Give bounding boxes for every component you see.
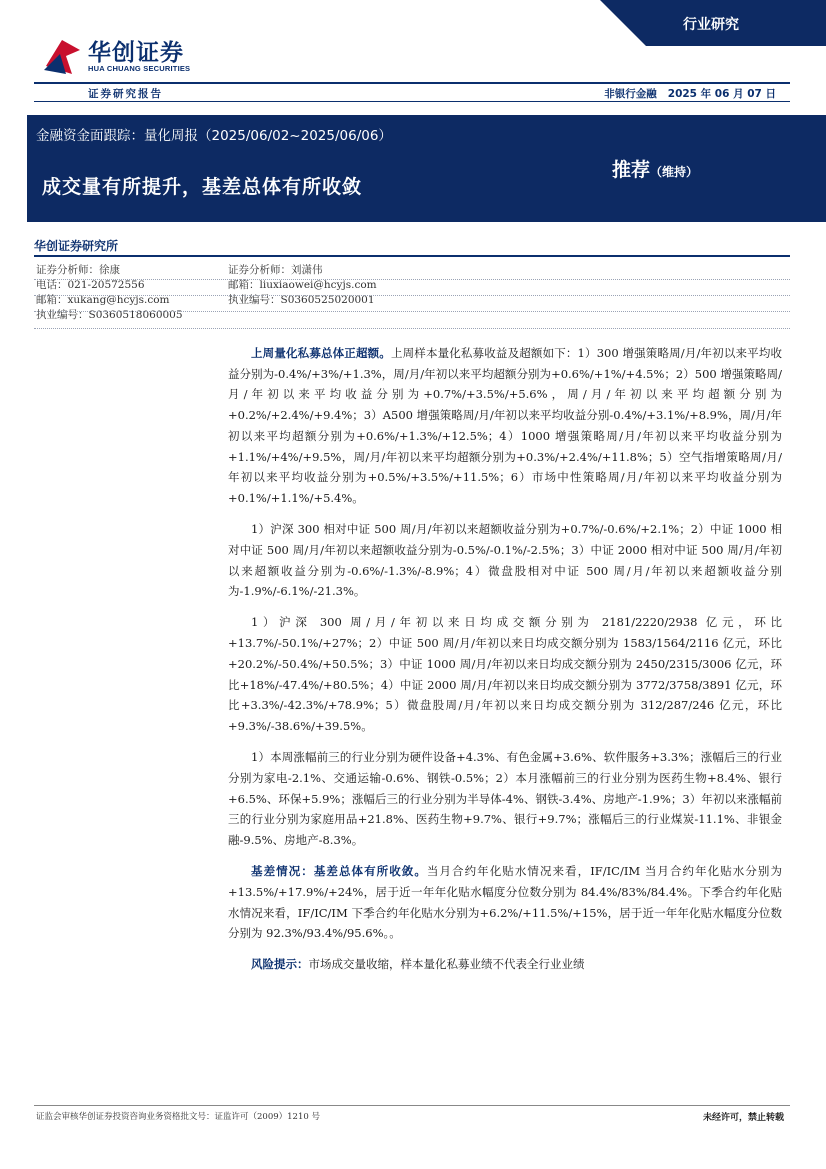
paragraph-text: 1）沪深 300 周/月/年初以来日均成交额分别为 2181/2220/2938 亿元，环比+13.7%/-50.1%/+27%；2）中证 500 周/月/年初以来日均成交额分别为 1583/1564/2116 亿元，环比+20.2%/-50.4%/+50.5%；3）中证 1000 周/月/年初以来日均成交额分别为 2450/2315/3006 亿元，环比+18%/-47.4%/+80.5%；4）中证 2000 周/月/年初以来日均成交额分别为 3772/3758/3891 亿元，环比+3.3%/-42.3%/+78.9%；5）微盘股周/月/年初以来日均成交额分别为 312/287/246 亿元，环比+9.3%/-38.6%/+39.5%。 xyxy=(228,615,782,733)
rating xyxy=(612,155,698,182)
analyst-license: 执业编号：S0360525020001 xyxy=(228,294,375,306)
report-title: 成交量有所提升，基差总体有所收敛 xyxy=(42,176,363,198)
logo-mark-icon xyxy=(42,36,84,78)
sector-label: 非银行金融 xyxy=(604,88,657,100)
paragraph-text: 1）本周涨幅前三的行业分别为硬件设备+4.3%、有色金属+3.6%、软件服务+3.3%；涨幅后三的行业分别为家电-2.1%、交通运输-0.6%、钢铁-0.5%；2）本月涨幅前三的行业分别为医药生物+8.4%、银行+6.5%、环保+5.9%；涨幅后三的行业分别为半导体-4%、钢铁-3.4%、房地产-1.9%；3）年初以来涨幅前三的行业分别为家庭用品+21.8%、医药生物+9.7%、银行+9.7%；涨幅后三的行业煤炭-11.1%、非银金融-9.5%、房地产-8.3%。 xyxy=(228,750,782,847)
paragraph-lead: 基差情况：基差总体有所收敛。 xyxy=(251,864,427,879)
paragraph-text: 上周样本量化私募收益及超额如下：1）300 增强策略周/月/年初以来平均收益分别为-0.4%/+3%/+1.3%，周/月/年初以来平均超额分别为+0.6%/+1%/+4.5%；2）500 增强策略周/月/年初以来平均收益分别为+0.7%/+3.5%/+5.6%，周/月/年初以来平均超额分别为+0.2%/+2.4%/+9.4%；3）A500 增强策略周/月/年初以来平均收益分别-0.4%/+3.1%/+8.9%，周/月/年初以来平均超额分别为+0.6%/+1.3%/+12.5%；4）1000 增强策略周/月/年初以来平均收益分别为+1.1%/+4%/+9.5%，周/月/年初以来平均超额分别为+0.3%/+2.4%/+11.8%；5）空气指增策略周/月/年初以来平均收益分别为+0.5%/+3.5%/+11.5%；6）市场中性策略周/月/年初以来平均收益分别为+0.1%/+1.1%/+5.4%。 xyxy=(228,346,782,505)
paragraph-private-funds xyxy=(228,343,782,509)
rating-value: 推荐 xyxy=(612,159,651,181)
banner-subtitle: 金融资金面跟踪：量化周报（2025/06/02~2025/06/06） xyxy=(36,128,392,144)
analyst-name: 证券分析师：徐康 xyxy=(36,264,120,276)
paragraph-turnover xyxy=(228,612,782,736)
paragraph-excess-returns xyxy=(228,519,782,602)
divider xyxy=(34,311,790,312)
paragraph-lead: 上周量化私募总体正超额。 xyxy=(251,346,391,360)
institute-name: 华创证券研究所 xyxy=(34,239,119,253)
logo-name-en: HUA CHUANG SECURITIES xyxy=(88,64,191,73)
category-tag: 行业研究 xyxy=(683,17,739,33)
paragraph-text: 1）沪深 300 相对中证 500 周/月/年初以来超额收益分别为+0.7%/-0.6%/+2.1%；2）中证 1000 相对中证 500 周/月/年初以来超额收益分别为-0.5%/-0.1%/-2.5%；3）中证 2000 相对中证 500 周/月/年初以来超额收益分别为-0.6%/-1.3%/-8.9%；4）微盘股相对中证 500 周/月/年初以来超额收益分别为-1.9%/-6.1%/-21.3%。 xyxy=(228,522,782,599)
footer-copyright: 未经许可，禁止转载 xyxy=(702,1113,784,1123)
company-logo xyxy=(42,34,202,80)
report-type: 证券研究报告 xyxy=(88,88,163,100)
header-rule xyxy=(34,82,790,84)
logo-name-cn: 华创证券 xyxy=(88,40,184,66)
rating-note: （维持） xyxy=(650,165,699,179)
header-subrule xyxy=(34,101,790,102)
paragraph-basis xyxy=(228,861,782,944)
footer-rule xyxy=(34,1105,790,1106)
divider xyxy=(34,328,790,329)
paragraph-risk xyxy=(228,954,782,975)
analyst-block-2 xyxy=(228,263,377,308)
paragraph-lead: 风险提示： xyxy=(251,957,309,972)
report-date: 2025 年 06 月 07 日 xyxy=(667,88,776,100)
analyst-name: 证券分析师：刘潇伟 xyxy=(228,264,323,276)
divider xyxy=(34,279,790,280)
institute-rule xyxy=(34,255,790,257)
paragraph-text: 市场成交量收缩，样本量化私募业绩不代表全行业业绩 xyxy=(308,957,585,972)
analyst-license: 执业编号：S0360518060005 xyxy=(36,309,183,321)
summary-body xyxy=(228,343,782,986)
sector-date xyxy=(604,86,776,101)
divider xyxy=(34,295,790,296)
analyst-phone: 电话：021-20572556 xyxy=(36,279,145,291)
analyst-email: 邮箱：xukang@hcyjs.com xyxy=(36,294,170,306)
analyst-block-1 xyxy=(36,263,183,323)
paragraph-text: 当月合约年化贴水情况来看，IF/IC/IM 当月合约年化贴水分别为+13.5%/+17.9%/+24%，居于近一年年化贴水幅度分位数分别为 84.4%/83%/84.4%。下季合约年化贴水情况来看，IF/IC/IM 下季合约年化贴水分别为+6.2%/+11.5%/+15%，居于近一年年化贴水幅度分位数分别为 92.3%/93.4%/95.6%。。 xyxy=(228,864,782,941)
analyst-email: 邮箱：liuxiaowei@hcyjs.com xyxy=(228,279,377,291)
footer-license: 证监会审核华创证券投资咨询业务资格批文号：证监许可（2009）1210 号 xyxy=(36,1112,320,1122)
paragraph-industries xyxy=(228,747,782,851)
